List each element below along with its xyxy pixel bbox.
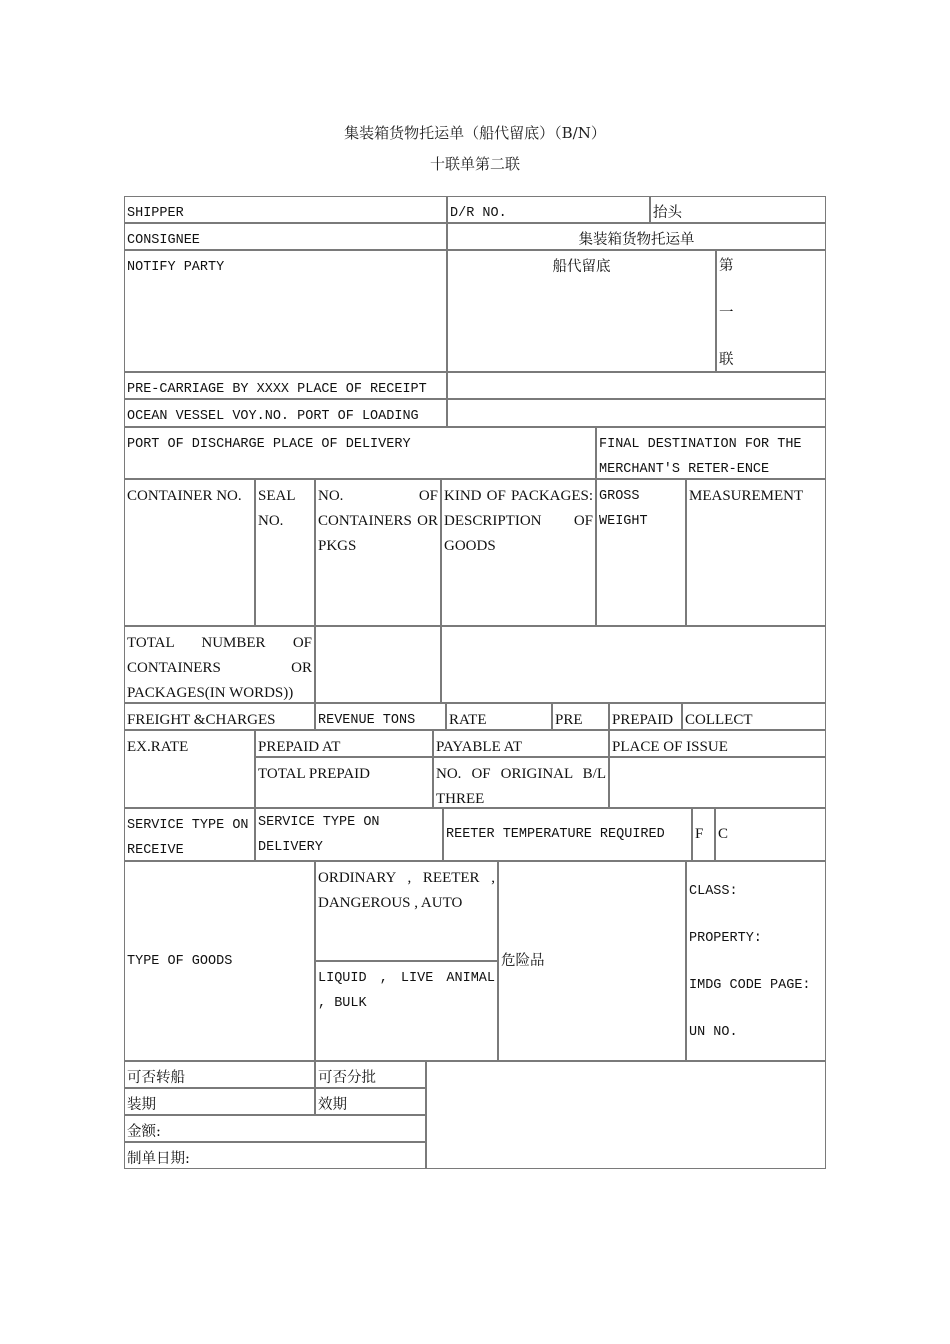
measurement-header: MEASUREMENT bbox=[686, 479, 826, 626]
shipper-field: SHIPPER bbox=[124, 196, 447, 223]
remarks-area bbox=[426, 1061, 826, 1169]
service-delivery-label: SERVICE TYPE ON DELIVERY bbox=[255, 808, 443, 861]
gross-weight-header: GROSS WEIGHT bbox=[596, 479, 686, 626]
pre-label: PRE bbox=[552, 703, 609, 730]
dangerous-goods-label: 危险品 bbox=[498, 861, 686, 1061]
document-subtitle: 十联单第二联 bbox=[429, 155, 520, 173]
final-destination-field: FINAL DESTINATION FOR THE MERCHANT'S RETER-ENCE bbox=[596, 427, 826, 479]
no-containers-header: NO. OF CONTAINERS OR PKGS bbox=[315, 479, 441, 626]
dg-un-label: UN NO. bbox=[689, 1025, 738, 1040]
freight-charges-label: FREIGHT &CHARGES bbox=[124, 703, 315, 730]
pre-carriage-field: PRE-CARRIAGE BY XXXX PLACE OF RECEIPT bbox=[124, 372, 447, 399]
total-description-value bbox=[441, 626, 826, 703]
issue-date-label: 制单日期: bbox=[124, 1142, 426, 1169]
loading-period-label: 装期 bbox=[124, 1088, 315, 1115]
temp-f-label: F bbox=[692, 808, 715, 861]
place-of-issue-value bbox=[609, 757, 826, 808]
copy-number-label: 第 一 联 bbox=[716, 250, 826, 372]
seal-no-header: SEAL NO. bbox=[255, 479, 315, 626]
kind-packages-header: KIND OF PACKAGES: DESCRIPTION OF GOODS bbox=[441, 479, 596, 626]
goods-ordinary-options: ORDINARY , REETER , DANGEROUS , AUTO bbox=[315, 861, 498, 961]
revenue-tons-label: REVENUE TONS bbox=[315, 703, 446, 730]
dg-imdg-label: IMDG CODE PAGE: bbox=[689, 978, 811, 993]
loading-value-field bbox=[447, 399, 826, 427]
place-of-issue-label: PLACE OF ISSUE bbox=[609, 730, 826, 757]
rate-label: RATE bbox=[446, 703, 552, 730]
total-number-label: TOTAL NUMBER OF CONTAINERS OR PACKAGES(IN WORDS)) bbox=[124, 626, 315, 703]
original-bl-label: NO. OF ORIGINAL B/L THREE bbox=[433, 757, 609, 808]
header-field: 抬头 bbox=[650, 196, 826, 223]
receipt-value-field bbox=[447, 372, 826, 399]
container-no-header: CONTAINER NO. bbox=[124, 479, 255, 626]
transshipment-label: 可否转船 bbox=[124, 1061, 315, 1088]
form-name: 集装箱货物托运单 bbox=[447, 223, 826, 250]
total-prepaid-label: TOTAL PREPAID bbox=[255, 757, 433, 808]
payable-at-label: PAYABLE AT bbox=[433, 730, 609, 757]
collect-label: COLLECT bbox=[682, 703, 826, 730]
prepaid-label: PREPAID bbox=[609, 703, 682, 730]
amount-label: 金额: bbox=[124, 1115, 426, 1142]
dg-property-label: PROPERTY: bbox=[689, 931, 762, 946]
total-number-value bbox=[315, 626, 441, 703]
reefer-temp-label: REETER TEMPERATURE REQUIRED bbox=[443, 808, 692, 861]
consignee-field: CONSIGNEE bbox=[124, 223, 447, 250]
dg-class-label: CLASS: bbox=[689, 884, 738, 899]
prepaid-at-label: PREPAID AT bbox=[255, 730, 433, 757]
dangerous-goods-details bbox=[686, 861, 826, 1061]
service-receive-label: SERVICE TYPE ON RECEIVE bbox=[124, 808, 255, 861]
goods-liquid-options: LIQUID , LIVE ANIMAL , BULK bbox=[315, 961, 498, 1061]
temp-c-label: C bbox=[715, 808, 826, 861]
document-title: 集装箱货物托运单（船代留底）（B/N） bbox=[344, 124, 606, 142]
port-discharge-field: PORT OF DISCHARGE PLACE OF DELIVERY bbox=[124, 427, 596, 479]
notify-party-field: NOTIFY PARTY bbox=[124, 250, 447, 372]
ex-rate-label: EX.RATE bbox=[124, 730, 255, 808]
agent-copy-label: 船代留底 bbox=[447, 250, 716, 372]
ocean-vessel-field: OCEAN VESSEL VOY.NO. PORT OF LOADING bbox=[124, 399, 447, 427]
validity-label: 效期 bbox=[315, 1088, 426, 1115]
partial-shipment-label: 可否分批 bbox=[315, 1061, 426, 1088]
dr-no-field: D/R NO. bbox=[447, 196, 650, 223]
type-of-goods-label: TYPE OF GOODS bbox=[124, 861, 315, 1061]
